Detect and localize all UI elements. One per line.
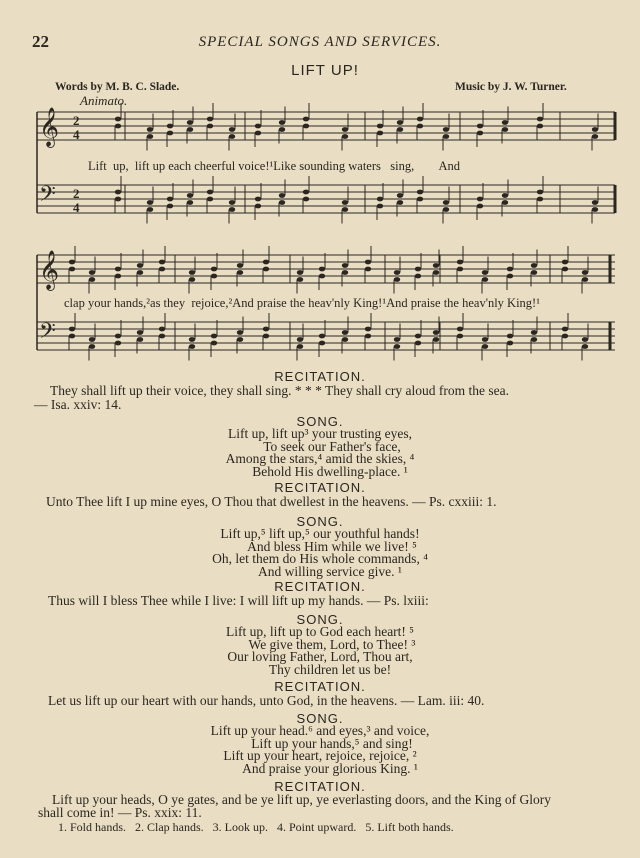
note-head: [279, 127, 285, 132]
note-head: [415, 334, 421, 339]
note-head: [187, 193, 193, 198]
note-head: [397, 200, 403, 205]
note-head: [531, 330, 537, 335]
note-head: [417, 197, 423, 202]
note-head: [167, 197, 173, 202]
note-head: [415, 267, 421, 272]
song-heading: SONG.: [296, 514, 344, 529]
note-head: [189, 270, 195, 275]
song-heading: SONG.: [296, 414, 344, 429]
note-head: [342, 263, 348, 268]
verse-line: Among the stars,⁴ amid the skies, ⁴: [225, 451, 415, 466]
note-head: [115, 341, 121, 346]
note-head: [89, 344, 95, 349]
note-head: [207, 197, 213, 202]
lyrics-line-1: Lift up, lift up each cheerful voice!¹Like sounding waters sing, And: [88, 159, 461, 173]
note-head: [482, 277, 488, 282]
note-head: [159, 260, 165, 265]
verse-line: To seek our Father's face,: [263, 438, 401, 454]
note-head: [507, 274, 513, 279]
note-head: [365, 260, 371, 265]
note-head: [562, 260, 568, 265]
note-head: [137, 337, 143, 342]
note-head: [592, 134, 598, 139]
note-head: [115, 190, 121, 195]
note-head: [69, 334, 75, 339]
song-verse: [0, 428, 640, 478]
note-head: [207, 190, 213, 195]
note-head: [279, 193, 285, 198]
note-head: [137, 330, 143, 335]
note-head: [457, 260, 463, 265]
note-head: [229, 134, 235, 139]
note-head: [69, 267, 75, 272]
recitation-text: Unto Thee lift I up mine eyes, O Thou that dwellest in the heavens. — Ps. cxxiii: 1.: [46, 494, 497, 509]
note-head: [115, 117, 121, 122]
note-head: [115, 197, 121, 202]
note-head: [319, 334, 325, 339]
note-head: [147, 200, 153, 205]
note-head: [211, 341, 217, 346]
note-head: [89, 337, 95, 342]
note-head: [477, 124, 483, 129]
note-head: [342, 330, 348, 335]
note-head: [147, 127, 153, 132]
verse-line: Lift up, lift up³ your trusting eyes,: [227, 426, 413, 441]
note-head: [211, 267, 217, 272]
note-head: [297, 270, 303, 275]
note-head: [433, 263, 439, 268]
verse-line: Lift up,⁵ lift up,⁵ our youthful hands!: [220, 526, 420, 541]
note-head: [229, 207, 235, 212]
note-head: [263, 260, 269, 265]
song-heading: SONG.: [296, 612, 344, 627]
time-signature: 4: [73, 127, 80, 142]
recitation-text: Lift up your heads, O ye gates, and be ye lift up, ye everlasting doors, and the King of Glory: [52, 792, 551, 807]
note-head: [397, 193, 403, 198]
note-head: [279, 120, 285, 125]
note-head: [502, 193, 508, 198]
note-head: [297, 337, 303, 342]
note-head: [562, 327, 568, 332]
note-head: [147, 207, 153, 212]
note-head: [537, 190, 543, 195]
note-head: [255, 197, 261, 202]
recitation-text: shall come in! — Ps. xxix: 11.: [38, 805, 202, 820]
running-head: SPECIAL SONGS AND SERVICES.: [198, 34, 442, 50]
recitation-text: Let us lift up our heart with our hands, unto God, in the heavens. — Lam. iii: 40.: [48, 693, 485, 708]
note-head: [303, 124, 309, 129]
note-head: [255, 124, 261, 129]
note-head: [342, 270, 348, 275]
note-head: [377, 124, 383, 129]
note-head: [159, 267, 165, 272]
note-head: [303, 197, 309, 202]
note-head: [562, 334, 568, 339]
note-head: [263, 334, 269, 339]
note-head: [477, 197, 483, 202]
note-head: [187, 200, 193, 205]
music-credit: Music by J. W. Turner.: [455, 81, 567, 93]
note-head: [394, 344, 400, 349]
note-head: [417, 124, 423, 129]
note-head: [457, 327, 463, 332]
note-head: [377, 197, 383, 202]
note-head: [417, 190, 423, 195]
note-head: [507, 334, 513, 339]
note-head: [477, 204, 483, 209]
note-head: [207, 124, 213, 129]
note-head: [167, 204, 173, 209]
note-head: [507, 267, 513, 272]
verse-line: Thy children let us be!: [268, 661, 392, 677]
note-head: [189, 337, 195, 342]
recitation-text: They shall lift up their voice, they shall sing. * * * They shall cry aloud from the sea.: [50, 383, 510, 398]
lyrics-line-2: clap your hands,²as they rejoice,²And praise the heav'nly King!¹And praise the heav'nly King!¹: [64, 296, 540, 310]
note-head: [502, 127, 508, 132]
note-head: [159, 334, 165, 339]
note-head: [137, 263, 143, 268]
bass-clef: 𝄢: [39, 319, 56, 349]
note-head: [303, 117, 309, 122]
note-head: [457, 334, 463, 339]
recitation-text: Thus will I bless Thee while I live: I will lift up my hands. — Ps. lxiii:: [48, 593, 429, 608]
note-head: [229, 127, 235, 132]
song-heading: SONG.: [296, 711, 344, 726]
note-head: [507, 341, 513, 346]
note-head: [167, 131, 173, 136]
note-head: [69, 327, 75, 332]
song-verse: [0, 725, 640, 775]
note-head: [229, 200, 235, 205]
note-head: [189, 344, 195, 349]
verse-line: Behold His dwelling-place. ¹: [252, 463, 408, 479]
recitation-heading: RECITATION.: [274, 480, 366, 495]
note-head: [394, 337, 400, 342]
bass-clef: 𝄢: [39, 182, 56, 212]
note-head: [443, 200, 449, 205]
note-head: [342, 134, 348, 139]
note-head: [167, 124, 173, 129]
note-head: [443, 134, 449, 139]
note-head: [147, 134, 153, 139]
note-head: [433, 337, 439, 342]
verse-line: And praise your glorious King. ¹: [242, 760, 418, 776]
note-head: [297, 344, 303, 349]
note-head: [237, 330, 243, 335]
note-head: [137, 270, 143, 275]
note-head: [279, 200, 285, 205]
verse-line: Lift up your heart, rejoice, rejoice, ²: [223, 748, 417, 763]
note-head: [263, 327, 269, 332]
note-head: [115, 334, 121, 339]
note-head: [502, 120, 508, 125]
note-head: [211, 274, 217, 279]
note-head: [582, 270, 588, 275]
recitation-heading: RECITATION.: [274, 369, 366, 384]
note-head: [237, 337, 243, 342]
note-head: [592, 200, 598, 205]
note-head: [89, 270, 95, 275]
note-head: [394, 277, 400, 282]
recitation-text: — Isa. xxiv: 14.: [34, 397, 122, 412]
note-head: [187, 120, 193, 125]
note-head: [592, 207, 598, 212]
note-head: [443, 127, 449, 132]
note-head: [342, 127, 348, 132]
note-head: [255, 131, 261, 136]
note-head: [263, 267, 269, 272]
page-number: 22: [32, 32, 49, 51]
treble-clef: 𝄞: [39, 250, 60, 290]
recitation-heading: RECITATION.: [274, 779, 366, 794]
note-head: [319, 274, 325, 279]
note-head: [457, 267, 463, 272]
note-head: [365, 334, 371, 339]
verse-line: Oh, let them do His whole commands, ⁴: [212, 551, 428, 566]
music-score: [0, 0, 640, 370]
time-signature: 2: [73, 113, 80, 128]
recitation-heading: RECITATION.: [274, 679, 366, 694]
verse-line: Our loving Father, Lord, Thou art,: [227, 649, 413, 664]
note-head: [187, 127, 193, 132]
note-head: [415, 341, 421, 346]
note-head: [394, 270, 400, 275]
note-head: [477, 131, 483, 136]
note-head: [115, 274, 121, 279]
note-head: [537, 117, 543, 122]
note-head: [582, 337, 588, 342]
note-head: [319, 267, 325, 272]
note-head: [433, 330, 439, 335]
note-head: [303, 190, 309, 195]
song-verse: [0, 528, 640, 578]
note-head: [397, 120, 403, 125]
note-head: [365, 267, 371, 272]
note-head: [159, 327, 165, 332]
verse-line: And willing service give. ¹: [258, 563, 402, 579]
note-head: [417, 117, 423, 122]
note-head: [255, 204, 261, 209]
note-head: [531, 263, 537, 268]
note-head: [537, 124, 543, 129]
time-signature: 2: [73, 186, 80, 201]
note-head: [297, 277, 303, 282]
tempo-marking: Animato.: [80, 93, 128, 108]
note-head: [342, 207, 348, 212]
note-head: [365, 327, 371, 332]
song-verse: [0, 626, 640, 676]
verse-line: And bless Him while we live! ⁵: [247, 538, 417, 554]
note-head: [502, 200, 508, 205]
verse-line: We give them, Lord, to Thee! ³: [248, 636, 416, 652]
note-head: [443, 207, 449, 212]
note-head: [397, 127, 403, 132]
note-head: [377, 204, 383, 209]
note-head: [342, 200, 348, 205]
note-head: [319, 341, 325, 346]
note-head: [592, 127, 598, 132]
note-head: [377, 131, 383, 136]
footnotes: 1. Fold hands. 2. Clap hands. 3. Look up. 4. Point upward. 5. Lift both hands.: [58, 820, 454, 834]
note-head: [531, 270, 537, 275]
note-head: [207, 117, 213, 122]
note-head: [582, 277, 588, 282]
verse-line: Lift up your head.⁶ and eyes,³ and voice,: [210, 723, 430, 738]
note-head: [89, 277, 95, 282]
note-head: [189, 277, 195, 282]
note-head: [115, 267, 121, 272]
note-head: [482, 270, 488, 275]
verse-line: Lift up, lift up to God each heart! ⁵: [225, 624, 415, 639]
verse-line: Lift up your hands,⁵ and sing!: [251, 735, 413, 751]
recitation-heading: RECITATION.: [274, 579, 366, 594]
treble-clef: 𝄞: [39, 107, 60, 147]
note-head: [237, 263, 243, 268]
note-head: [415, 274, 421, 279]
note-head: [562, 267, 568, 272]
hymn-title: LIFT UP!: [291, 62, 359, 79]
note-head: [531, 337, 537, 342]
words-credit: Words by M. B. C. Slade.: [55, 81, 180, 93]
note-head: [433, 270, 439, 275]
note-head: [211, 334, 217, 339]
note-head: [537, 197, 543, 202]
note-head: [482, 344, 488, 349]
note-head: [482, 337, 488, 342]
note-head: [582, 344, 588, 349]
time-signature: 4: [73, 200, 80, 215]
note-head: [237, 270, 243, 275]
note-head: [69, 260, 75, 265]
note-head: [115, 124, 121, 129]
note-head: [342, 337, 348, 342]
